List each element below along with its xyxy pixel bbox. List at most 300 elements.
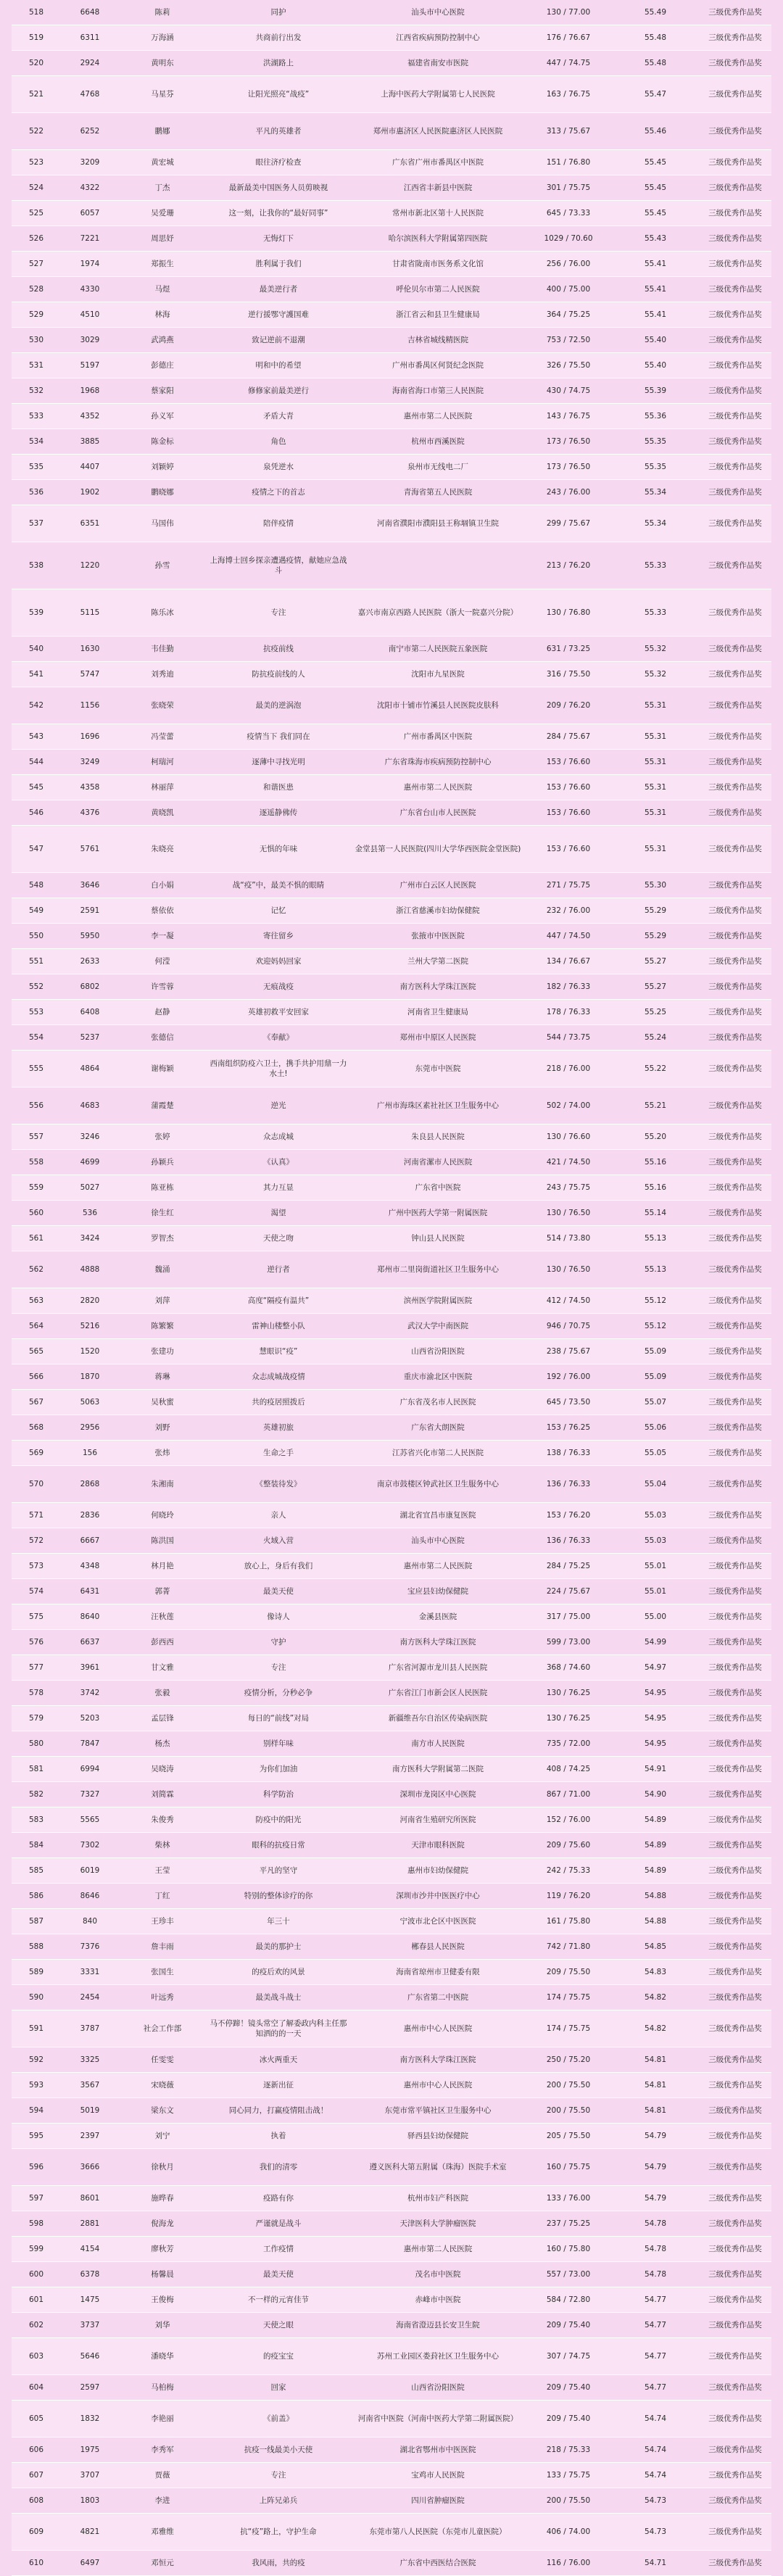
organization-cell: 上海中医药大学附属第七人民医院 (381, 90, 495, 99)
author-cell: 刘萍 (154, 1296, 170, 1305)
votes-score-cell: 224 / 75.67 (546, 1587, 591, 1596)
award-cell: 三级优秀作品奖 (708, 1562, 762, 1570)
author-cell: 蒋琳 (154, 1372, 170, 1381)
final-score-cell: 55.09 (644, 1347, 667, 1356)
work-title-cell: 每日的“前线”对局 (247, 1714, 310, 1723)
author-cell: 陈繁繁 (151, 1322, 174, 1330)
ranking-table (12, 0, 771, 2576)
author-cell: 蒲霞楚 (151, 1101, 174, 1110)
award-cell: 三级优秀作品奖 (708, 670, 762, 679)
organization-cell: 广东省台山市人民医院 (399, 808, 476, 817)
award-cell: 三级优秀作品奖 (708, 701, 762, 710)
final-score-cell: 55.49 (644, 8, 667, 17)
organization-cell: 浙江省慈溪市妇幼保健院 (396, 906, 480, 915)
author-cell: 吴爱珊 (151, 209, 174, 218)
work-title-cell: 致记逆前不退潮 (252, 336, 305, 344)
votes-score-cell: 153 / 76.60 (546, 758, 591, 766)
entry-id-cell: 5646 (80, 2352, 100, 2361)
table-row (12, 2514, 771, 2551)
votes-score-cell: 153 / 76.25 (546, 1423, 591, 1432)
final-score-cell: 54.77 (644, 2295, 667, 2304)
author-cell: 李一凝 (151, 932, 174, 940)
author-cell: 朱俊秀 (151, 1815, 174, 1824)
organization-cell: 广州市海珠区素社社区卫生服务中心 (377, 1101, 499, 1110)
work-title-cell: 疫情分析，分秒必争 (244, 1689, 313, 1697)
final-score-cell: 55.29 (644, 932, 667, 940)
author-cell: 吴晓涛 (151, 1765, 174, 1773)
entry-id-cell: 7302 (80, 1841, 100, 1850)
award-cell: 三级优秀作品奖 (708, 1689, 762, 1697)
author-cell: 刘简霖 (151, 1790, 174, 1799)
award-cell: 三级优秀作品奖 (708, 1942, 762, 1951)
entry-id-cell: 7847 (80, 1739, 100, 1748)
rank-cell: 527 (28, 260, 44, 268)
votes-score-cell: 136 / 76.33 (546, 1480, 591, 1488)
votes-score-cell: 200 / 75.50 (546, 2106, 591, 2115)
rank-cell: 594 (28, 2106, 44, 2115)
rank-cell: 570 (28, 1480, 44, 1488)
table-row (12, 800, 771, 826)
organization-cell: 郑州市中原区人民医院 (399, 1033, 476, 1042)
entry-id-cell: 5950 (80, 932, 100, 940)
table-row (12, 25, 771, 51)
table-row (12, 873, 771, 898)
rank-cell: 582 (28, 1790, 44, 1799)
work-title-cell: 逆行援鄂守護国难 (248, 310, 309, 319)
rank-cell: 609 (28, 2527, 44, 2536)
work-title-cell: 上海博士回乡探亲遭遇疫情，献她应急战斗 (210, 556, 347, 575)
entry-id-cell: 6252 (80, 127, 100, 136)
award-cell: 三级优秀作品奖 (708, 2321, 762, 2329)
award-cell: 三级优秀作品奖 (708, 2106, 762, 2115)
work-title-cell: 上阵兄弟兵 (259, 2496, 298, 2505)
author-cell: 甘文雅 (151, 1663, 174, 1672)
votes-score-cell: 153 / 76.20 (546, 1511, 591, 1520)
author-cell: 郑振生 (151, 260, 174, 268)
votes-score-cell: 143 / 76.75 (546, 412, 591, 421)
rank-cell: 588 (28, 1942, 44, 1951)
award-cell: 三级优秀作品奖 (708, 1132, 762, 1141)
rank-cell: 608 (28, 2496, 44, 2505)
author-cell: 杨馨晨 (151, 2270, 174, 2279)
organization-cell: 广东省茂名市人民医院 (399, 1398, 476, 1407)
rank-cell: 529 (28, 310, 44, 319)
award-cell: 三级优秀作品奖 (708, 1209, 762, 1217)
author-cell: 黄晓凯 (151, 808, 174, 817)
award-cell: 三级优秀作品奖 (708, 2270, 762, 2279)
entry-id-cell: 2597 (80, 2383, 100, 2392)
rank-cell: 586 (28, 1892, 44, 1900)
table-row (12, 455, 771, 480)
organization-cell: 郑州市惠济区人民医院惠济区人民医院 (373, 127, 503, 136)
award-cell: 三级优秀作品奖 (708, 1480, 762, 1488)
organization-cell: 沈阳市九星医院 (411, 670, 465, 679)
rank-cell: 543 (28, 732, 44, 741)
work-title-cell: 逆行者 (267, 1265, 290, 1274)
votes-score-cell: 134 / 76.67 (546, 957, 591, 966)
award-cell: 三级优秀作品奖 (708, 1612, 762, 1621)
award-cell: 三级优秀作品奖 (708, 1765, 762, 1773)
organization-cell: 重庆市渝北区中医院 (403, 1372, 473, 1381)
work-title-cell: 天使之吻 (263, 1234, 294, 1243)
organization-cell: 金堂县第一人民医院(四川大学华西医院金堂医院) (355, 845, 521, 853)
work-title-cell: 众志成城 (263, 1132, 294, 1141)
entry-id-cell: 5216 (80, 1322, 100, 1330)
final-score-cell: 54.74 (644, 2471, 667, 2480)
votes-score-cell: 130 / 76.50 (546, 1209, 591, 1217)
rank-cell: 551 (28, 957, 44, 966)
votes-score-cell: 218 / 76.00 (546, 1064, 591, 1073)
entry-id-cell: 4330 (80, 285, 100, 294)
organization-cell: 湖北省鄂州市中医医院 (399, 2445, 476, 2454)
final-score-cell: 54.77 (644, 2321, 667, 2329)
award-cell: 三级优秀作品奖 (708, 881, 762, 890)
rank-cell: 605 (28, 2414, 44, 2423)
award-cell: 三级优秀作品奖 (708, 1322, 762, 1330)
award-cell: 三级优秀作品奖 (708, 758, 762, 766)
table-row (12, 662, 771, 687)
entry-id-cell: 1520 (80, 1347, 100, 1356)
entry-id-cell: 3646 (80, 881, 100, 890)
author-cell: 梁东文 (151, 2106, 174, 2115)
organization-cell: 张掖市中医医院 (411, 932, 465, 940)
rank-cell: 548 (28, 881, 44, 890)
author-cell: 刘颖婷 (151, 463, 174, 471)
table-row (12, 505, 771, 542)
award-cell: 三级优秀作品奖 (708, 1064, 762, 1073)
award-cell: 三级优秀作品奖 (708, 1714, 762, 1723)
organization-cell: 南方市人民医院 (411, 1739, 465, 1748)
work-title-cell: 同护 (270, 8, 286, 17)
rank-cell: 562 (28, 1265, 44, 1274)
author-cell: 赵静 (154, 1008, 170, 1016)
votes-score-cell: 209 / 75.40 (546, 2383, 591, 2392)
final-score-cell: 54.95 (644, 1689, 667, 1697)
author-cell: 罗智杰 (151, 1234, 174, 1243)
work-title-cell: 年三十 (267, 1917, 290, 1926)
entry-id-cell: 4407 (80, 463, 100, 471)
rank-cell: 545 (28, 783, 44, 792)
votes-score-cell: 173 / 76.50 (546, 437, 591, 446)
author-cell: 蔡家阳 (151, 386, 174, 395)
rank-cell: 537 (28, 519, 44, 528)
votes-score-cell: 153 / 76.60 (546, 783, 591, 792)
votes-score-cell: 178 / 76.33 (546, 1008, 591, 1016)
votes-score-cell: 317 / 75.00 (546, 1612, 591, 1621)
award-cell: 三级优秀作品奖 (708, 932, 762, 940)
votes-score-cell: 151 / 76.80 (546, 158, 591, 167)
organization-cell: 南京市鼓楼区钟武社区卫生服务中心 (377, 1480, 499, 1488)
author-cell: 马星芬 (151, 90, 174, 99)
award-cell: 三级优秀作品奖 (708, 260, 762, 268)
author-cell: 韦佳勤 (151, 645, 174, 653)
final-score-cell: 55.33 (644, 608, 667, 617)
votes-score-cell: 447 / 74.75 (546, 59, 591, 67)
entry-id-cell: 1696 (80, 732, 100, 741)
entry-id-cell: 2591 (80, 906, 100, 915)
work-title-cell: 疫情之下的首志 (252, 488, 305, 497)
award-cell: 三级优秀作品奖 (708, 361, 762, 370)
rank-cell: 541 (28, 670, 44, 679)
votes-score-cell: 153 / 76.60 (546, 808, 591, 817)
entry-id-cell: 6497 (80, 2559, 100, 2567)
work-title-cell: 执着 (270, 2132, 286, 2140)
rank-cell: 584 (28, 1841, 44, 1850)
work-title-cell: 最美的那护士 (255, 1942, 302, 1951)
award-cell: 三级优秀作品奖 (708, 1423, 762, 1432)
award-cell: 三级优秀作品奖 (708, 906, 762, 915)
table-row (12, 2237, 771, 2262)
author-cell: 李进 (154, 2496, 170, 2505)
award-cell: 三级优秀作品奖 (708, 732, 762, 741)
award-cell: 三级优秀作品奖 (708, 209, 762, 218)
final-score-cell: 55.36 (644, 412, 667, 421)
final-score-cell: 55.21 (644, 1101, 667, 1110)
award-cell: 三级优秀作品奖 (708, 2194, 762, 2203)
author-cell: 汪秋莲 (151, 1612, 174, 1621)
author-cell: 张建功 (151, 1347, 174, 1356)
votes-score-cell: 161 / 75.80 (546, 1917, 591, 1926)
organization-cell: 新疆维吾尔自治区传染病医院 (388, 1714, 488, 1723)
entry-id-cell: 1974 (80, 260, 100, 268)
entry-id-cell: 5761 (80, 845, 100, 853)
author-cell: 马煜 (154, 285, 170, 294)
table-row (12, 51, 771, 76)
table-row (12, 1757, 771, 1782)
entry-id-cell: 1156 (80, 701, 100, 710)
author-cell: 李秀军 (151, 2445, 174, 2454)
award-cell: 三级优秀作品奖 (708, 1638, 762, 1647)
votes-score-cell: 152 / 76.00 (546, 1815, 591, 1824)
work-title-cell: 抗疫前线 (263, 645, 294, 653)
table-row (12, 724, 771, 750)
work-title-cell: 科学防治 (263, 1790, 294, 1799)
final-score-cell: 54.79 (644, 2163, 667, 2171)
final-score-cell: 54.81 (644, 2106, 667, 2115)
work-title-cell: 英雄初救平安回家 (248, 1008, 309, 1016)
rank-cell: 581 (28, 1765, 44, 1773)
entry-id-cell: 5027 (80, 1183, 100, 1192)
organization-cell: 海南省澄迈县长安卫生院 (396, 2321, 480, 2329)
author-cell: 陈乐冰 (151, 608, 174, 617)
organization-cell: 南方医科大学附属第二医院 (392, 1765, 484, 1773)
final-score-cell: 55.35 (644, 437, 667, 446)
award-cell: 三级优秀作品奖 (708, 234, 762, 243)
organization-cell: 滨州医学院附属医院 (403, 1296, 473, 1305)
votes-score-cell: 631 / 73.25 (546, 645, 591, 653)
author-cell: 马柏梅 (151, 2383, 174, 2392)
final-score-cell: 54.88 (644, 1917, 667, 1926)
award-cell: 三级优秀作品奖 (708, 488, 762, 497)
votes-score-cell: 130 / 76.80 (546, 608, 591, 617)
final-score-cell: 54.73 (644, 2527, 667, 2536)
final-score-cell: 55.09 (644, 1372, 667, 1381)
entry-id-cell: 3331 (80, 1968, 100, 1976)
rank-cell: 522 (28, 127, 44, 136)
rank-cell: 602 (28, 2321, 44, 2329)
work-title-cell: 防抗疫前线的人 (252, 670, 305, 679)
author-cell: 黄明东 (151, 59, 174, 67)
table-row (12, 1985, 771, 2010)
author-cell: 贾薇 (154, 2471, 170, 2480)
work-title-cell: 抗“疫”路上，守护生命 (240, 2527, 317, 2536)
work-title-cell: 《认真》 (263, 1158, 294, 1167)
final-score-cell: 55.25 (644, 1008, 667, 1016)
table-row (12, 2338, 771, 2375)
table-row (12, 687, 771, 724)
table-row (12, 1415, 771, 1441)
work-title-cell: 不一样的元宵佳节 (248, 2295, 309, 2304)
author-cell: 张德信 (151, 1033, 174, 1042)
work-title-cell: 我风雨，共的疫 (252, 2559, 305, 2567)
votes-score-cell: 242 / 75.33 (546, 1866, 591, 1875)
votes-score-cell: 867 / 71.00 (546, 1790, 591, 1799)
award-cell: 三级优秀作品奖 (708, 1296, 762, 1305)
rank-cell: 553 (28, 1008, 44, 1016)
votes-score-cell: 400 / 75.00 (546, 285, 591, 294)
entry-id-cell: 4322 (80, 183, 100, 192)
table-row (12, 1226, 771, 1251)
author-cell: 邓雅维 (151, 2527, 174, 2536)
award-cell: 三级优秀作品奖 (708, 310, 762, 319)
work-title-cell: 和谐医患 (263, 783, 294, 792)
votes-score-cell: 256 / 76.00 (546, 260, 591, 268)
organization-cell: 嘉兴市南京西路人民医院（浙大一院嘉兴分院） (357, 608, 518, 617)
votes-score-cell: 447 / 74.50 (546, 932, 591, 940)
work-title-cell: 专注 (270, 608, 286, 617)
author-cell: 孙雪 (154, 561, 170, 570)
votes-score-cell: 209 / 75.40 (546, 2321, 591, 2329)
final-score-cell: 55.34 (644, 519, 667, 528)
author-cell: 张炜 (154, 1449, 170, 1457)
entry-id-cell: 4154 (80, 2245, 100, 2253)
votes-score-cell: 138 / 76.33 (546, 1449, 591, 1457)
award-cell: 三级优秀作品奖 (708, 285, 762, 294)
table-row (12, 1934, 771, 1960)
author-cell: 冯莹蕾 (151, 732, 174, 741)
votes-score-cell: 502 / 74.00 (546, 1101, 591, 1110)
organization-cell: 江苏省兴化市第二人民医院 (392, 1449, 484, 1457)
author-cell: 蔡依依 (151, 906, 174, 915)
work-title-cell: 天使之眼 (263, 2321, 294, 2329)
author-cell: 林丽萍 (151, 783, 174, 792)
table-row (12, 1858, 771, 1884)
rank-cell: 572 (28, 1536, 44, 1545)
organization-cell: 东莞市中医院 (415, 1064, 461, 1073)
entry-id-cell: 3246 (80, 1132, 100, 1141)
author-cell: 倪海龙 (151, 2219, 174, 2228)
final-score-cell: 55.47 (644, 90, 667, 99)
table-row (12, 1731, 771, 1757)
author-cell: 孟层锋 (151, 1714, 174, 1723)
rank-cell: 601 (28, 2295, 44, 2304)
award-cell: 三级优秀作品奖 (708, 2245, 762, 2253)
votes-score-cell: 250 / 75.20 (546, 2055, 591, 2064)
entry-id-cell: 6431 (80, 1587, 100, 1596)
table-row (12, 2010, 771, 2047)
organization-cell: 河南省濮阳市濮阳县王称堌镇卫生院 (377, 519, 499, 528)
award-cell: 三级优秀作品奖 (708, 2295, 762, 2304)
award-cell: 三级优秀作品奖 (708, 1265, 762, 1274)
author-cell: 刘秀迪 (151, 670, 174, 679)
rank-cell: 579 (28, 1714, 44, 1723)
table-row (12, 924, 771, 949)
award-cell: 三级优秀作品奖 (708, 158, 762, 167)
votes-score-cell: 218 / 75.33 (546, 2445, 591, 2454)
rank-cell: 569 (28, 1449, 44, 1457)
organization-cell: 金溪县医院 (418, 1612, 457, 1621)
final-score-cell: 54.83 (644, 1968, 667, 1976)
organization-cell: 青海省第五人民医院 (403, 488, 473, 497)
rank-cell: 550 (28, 932, 44, 940)
author-cell: 丁杰 (154, 183, 170, 192)
organization-cell: 山西省汾阳医院 (411, 2383, 465, 2392)
table-row (12, 2375, 771, 2401)
work-title-cell: 众志成城战疫情 (252, 1372, 305, 1381)
award-cell: 三级优秀作品奖 (708, 2081, 762, 2090)
rank-cell: 519 (28, 33, 44, 42)
final-score-cell: 55.01 (644, 1562, 667, 1570)
work-title-cell: 逐遥静佛传 (259, 808, 298, 817)
award-cell: 三级优秀作品奖 (708, 2383, 762, 2392)
entry-id-cell: 6057 (80, 209, 100, 218)
rank-cell: 606 (28, 2445, 44, 2454)
work-title-cell: 像诗人 (267, 1612, 290, 1621)
votes-score-cell: 160 / 75.75 (546, 2163, 591, 2171)
entry-id-cell: 4768 (80, 90, 100, 99)
entry-id-cell: 8646 (80, 1892, 100, 1900)
work-title-cell: 《整装待发》 (255, 1480, 302, 1488)
author-cell: 任雯雯 (151, 2055, 174, 2064)
work-title-cell: 记忆 (270, 906, 286, 915)
author-cell: 张婷 (154, 1132, 170, 1141)
table-row (12, 1503, 771, 1528)
author-cell: 社会工作部 (143, 2024, 182, 2033)
votes-score-cell: 544 / 73.75 (546, 1033, 591, 1042)
work-title-cell: 泉凭逆水 (263, 463, 294, 471)
votes-score-cell: 243 / 76.00 (546, 488, 591, 497)
organization-cell: 惠州市中心人民医院 (403, 2024, 473, 2033)
table-row (12, 1630, 771, 1655)
organization-cell: 武汉大学中南医院 (407, 1322, 468, 1330)
votes-score-cell: 753 / 72.50 (546, 336, 591, 344)
final-score-cell: 54.97 (644, 1663, 667, 1672)
work-title-cell: 马不停蹄！镜头常空了解委政内科主任那知洒的的一天 (210, 2019, 347, 2038)
entry-id-cell: 536 (82, 1209, 98, 1217)
entry-id-cell: 2836 (80, 1511, 100, 1520)
organization-cell: 广东省江门市新会区人民医院 (388, 1689, 488, 1697)
work-title-cell: 放心上，身后有我们 (244, 1562, 313, 1570)
table-row (12, 2551, 771, 2576)
entry-id-cell: 6378 (80, 2270, 100, 2279)
work-title-cell: 矛盾大青 (263, 412, 294, 421)
table-row (12, 302, 771, 328)
final-score-cell: 55.32 (644, 670, 667, 679)
votes-score-cell: 130 / 76.25 (546, 1689, 591, 1697)
votes-score-cell: 153 / 76.60 (546, 845, 591, 853)
award-cell: 三级优秀作品奖 (708, 1866, 762, 1875)
work-title-cell: 别样年味 (263, 1739, 294, 1748)
organization-cell: 河南省中医院（河南中医药大学第二附属医院） (357, 2414, 518, 2423)
award-cell: 三级优秀作品奖 (708, 2471, 762, 2480)
table-row (12, 1579, 771, 1604)
organization-cell: 广东省第二中医院 (407, 1993, 468, 2002)
final-score-cell: 54.78 (644, 2219, 667, 2228)
rank-cell: 560 (28, 1209, 44, 1217)
table-row (12, 542, 771, 589)
work-title-cell: 我们的清零 (259, 2163, 298, 2171)
organization-cell: 广东省珠海市疾病预防控制中心 (384, 758, 492, 766)
